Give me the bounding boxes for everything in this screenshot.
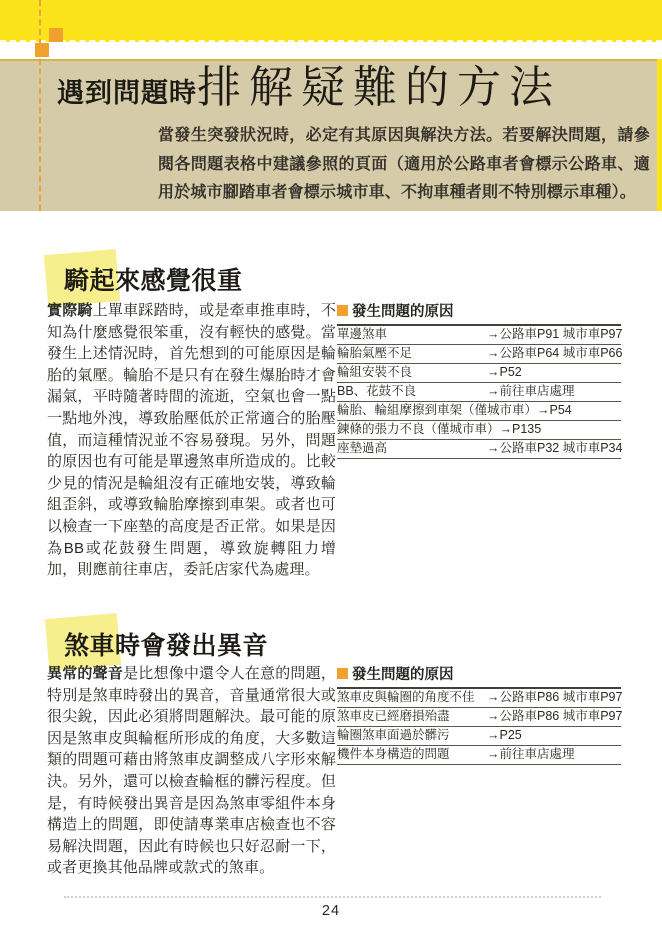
body-lead-text: 異常的聲音 — [47, 665, 124, 682]
table-row — [337, 440, 621, 459]
table-row — [337, 364, 621, 383]
table-row — [337, 326, 621, 345]
page-ref-cell: →公路車P91 城市車P97 — [487, 327, 623, 341]
orange-square-icon — [49, 28, 63, 42]
cause-cell: 煞車皮已經磨損殆盡 — [337, 709, 450, 723]
body-text: 是比想像中還令人在意的問題，特別是煞車時發出的異音，音量通常很大或很尖銳，因此必須將問題解決。最可能的原因是煞車皮與輪框所形成的角度，大多數這類的問題可藉由將煞車皮調整成八字形來解決。另外，還可以檢查輪框的髒污程度。但是，有時候發出異音是因為煞車零組件本身構造上的問題，即使請專業車店檢查也不容易解決問題，因此有時候也只好忍耐一下，或者更換其他品牌或款式的煞車。 — [47, 665, 336, 877]
cause-cell: 單邊煞車 — [337, 327, 388, 341]
intro-paragraph: 當發生突發狀況時，必定有其原因與解決方法。若要解決問題，請參閱各問題表格中建議參照的頁面（適用於公路車者會標示公路車、適用於城市腳踏車者會標示城市車、不拘車種者則不特別標示車種）。 — [158, 127, 650, 201]
cause-table-title — [337, 663, 621, 689]
cause-cell: 輪圈煞車面過於髒污 — [337, 728, 450, 742]
table-row — [337, 345, 621, 364]
cause-cell: 機件本身構造的問題 — [337, 747, 450, 761]
page-ref-cell: →公路車P32 城市車P34 — [487, 441, 623, 455]
page-ref-cell: →公路車P86 城市車P97 — [487, 690, 623, 704]
page-ref-cell: →公路車P64 城市車P66 — [487, 346, 623, 360]
page-ref-cell: →前往車店處理 — [487, 384, 575, 398]
square-bullet-icon — [337, 668, 348, 679]
page-title — [57, 64, 561, 112]
cause-cell: BB、花鼓不良 — [337, 384, 417, 398]
cause-table-title-label: 發生問題的原因 — [352, 304, 454, 320]
cause-cell: 輪胎氣壓不足 — [337, 346, 413, 360]
page-ref-cell: →P52 — [487, 365, 522, 379]
body-lead-text: 實際騎 — [47, 302, 93, 319]
cause-table — [337, 300, 621, 459]
section-heading: 煞車時會發出異音 — [64, 632, 269, 660]
table-row — [337, 727, 621, 746]
page-ref-cell: →P25 — [487, 728, 522, 742]
page-ref-cell: →P54 — [537, 403, 572, 417]
section-body — [47, 300, 336, 581]
body-text: 上單車踩踏時，或是牽車推車時，不知為什麼感覺很笨重，沒有輕快的感覺。當發生上述情況時，首先想到的可能原因是輪胎的氣壓。輪胎不是只有在發生爆胎時才會漏氣，平時隨著時間的流逝，空氣也會一點一點地外洩，導致胎壓低於正常適合的胎壓值，而這種情況並不容易發現。另外，問題的原因也有可能是單邊煞車所造成的。比較少見的情況是輪組沒有正確地安裝，導致輪組歪斜，或導致輪胎摩擦到車架。或者也可以檢查一下座墊的高度是否正常。如果是因為BB或花鼓發生問題，導致旋轉阻力增加，則應前往車店，委託店家代為處理。 — [47, 302, 336, 579]
cause-cell: 煞車皮與輪圈的角度不佳 — [337, 690, 475, 704]
cause-cell: 座墊過高 — [337, 441, 388, 455]
cause-cell: 輪胎、輪組摩擦到車架（僅城市車） — [337, 403, 538, 417]
table-row — [337, 746, 621, 765]
top-yellow-band — [0, 0, 662, 42]
page-title-prefix: 遇到問題時 — [57, 78, 197, 108]
table-row — [337, 402, 621, 421]
section-heading: 騎起來感覺很重 — [64, 267, 243, 295]
orange-square-icon — [35, 43, 49, 57]
cause-table-title-label: 發生問題的原因 — [352, 667, 454, 683]
right-yellow-strip — [657, 59, 662, 211]
page-title-main: 排解疑難的方法 — [197, 63, 561, 112]
footer-dotted-rule — [64, 896, 601, 898]
table-row — [337, 689, 621, 708]
cause-table-title — [337, 300, 621, 326]
square-bullet-icon — [337, 305, 348, 316]
table-row — [337, 708, 621, 727]
cause-table — [337, 663, 621, 765]
section-body — [47, 663, 336, 879]
page-ref-cell: →P135 — [499, 422, 542, 436]
vertical-dashed-line — [39, 0, 41, 211]
page-ref-cell: →前往車店處理 — [487, 747, 575, 761]
table-row — [337, 421, 621, 440]
table-row — [337, 383, 621, 402]
cause-cell: 輪組安裝不良 — [337, 365, 413, 379]
page-number: 24 — [321, 903, 341, 919]
page-ref-cell: →公路車P86 城市車P97 — [487, 709, 623, 723]
white-band — [0, 42, 662, 59]
cause-cell: 鍊條的張力不良（僅城市車） — [337, 422, 500, 436]
